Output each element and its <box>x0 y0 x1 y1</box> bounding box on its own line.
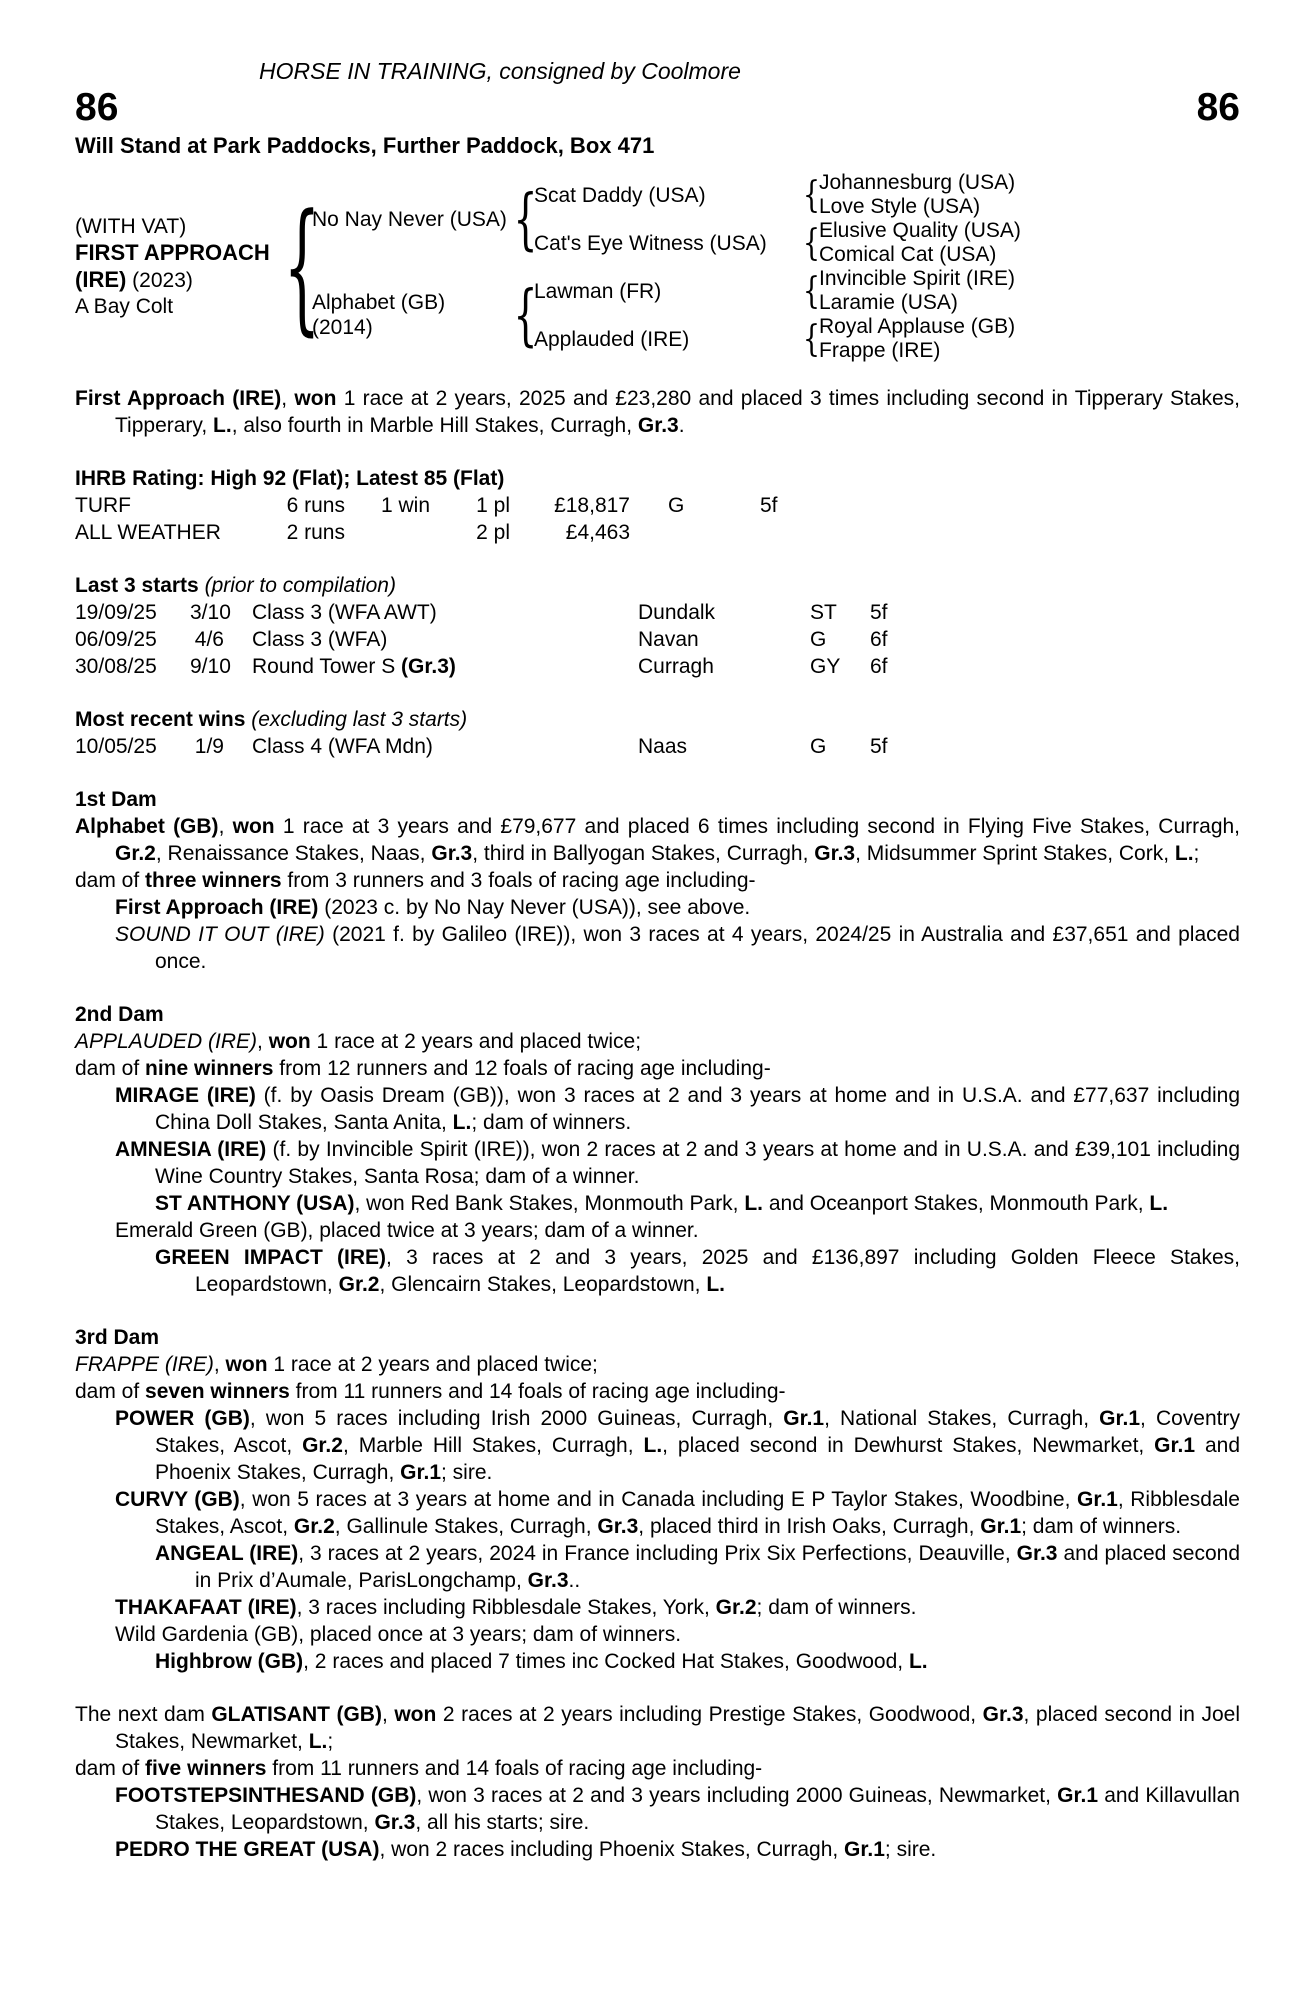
text-run: Gr.2 <box>293 1515 335 1538</box>
text-run: seven winners <box>145 1380 290 1403</box>
text-run: (f. by Oasis Dream (GB)), won 3 races at 2 and 3 years at home and in U.S.A. and £77,637 including China Doll Stakes, Santa Anita, <box>155 1084 1240 1134</box>
text-run: MIRAGE (IRE) <box>115 1084 256 1107</box>
start-date: 19/09/25 <box>75 601 157 624</box>
last-starts-heading-line <box>75 572 1240 599</box>
text-run: GLATISANT (GB) <box>211 1703 382 1726</box>
text-run: (f. by Invincible Spirit (IRE)), won 2 races at 2 and 3 years at home and in U.S.A. and £39,101 including Wine Country Stakes, Santa Rosa; dam of a winner. <box>155 1138 1241 1188</box>
sire-dam-name: Cat's Eye Witness (USA) <box>534 231 767 255</box>
finish-position: 4/6 <box>194 628 224 651</box>
ancestor-name: Johannesburg (USA) <box>819 171 1016 194</box>
text-run: First Approach (IRE) <box>115 896 319 919</box>
dam-sire-parents <box>819 267 1015 315</box>
last-starts-section <box>75 572 1240 680</box>
text-run: won <box>294 387 337 410</box>
text-run: ; dam of winners. <box>471 1111 632 1134</box>
text-run: Gr.1 <box>1154 1434 1196 1457</box>
text-run: Gr.3 <box>527 1569 569 1592</box>
earnings-value: £18,817 <box>554 494 630 517</box>
race-record-section <box>75 385 1240 439</box>
runs-value: 6 runs <box>286 494 345 517</box>
course-name: Dundalk <box>638 601 716 624</box>
third-dam-paragraph <box>75 1405 1240 1486</box>
text-run: Gr.3 <box>637 414 679 437</box>
text-run: Gr.3 <box>431 842 473 865</box>
rating-section <box>75 465 1240 546</box>
third-dam-heading: 3rd Dam <box>75 1326 160 1349</box>
text-run: , won 3 races at 2 and 3 years including 2000 Guineas, Newmarket, <box>416 1784 1058 1807</box>
distance-value: 5f <box>760 494 778 517</box>
going-value <box>630 519 730 546</box>
recent-wins-note: (excluding last 3 starts) <box>251 708 468 731</box>
runs-value: 2 runs <box>286 521 345 544</box>
text-run: , Renaissance Stakes, Naas, <box>155 842 432 865</box>
dam-sire-name: Lawman (FR) <box>534 279 662 303</box>
text-run: , 3 races at 2 years, 2024 in France including Prix Six Perfections, Deauville, <box>298 1542 1017 1565</box>
lot-number-left: 86 <box>75 86 119 129</box>
finish-position: 1/9 <box>194 735 224 758</box>
text-run: from 3 runners and 3 foals of racing age including- <box>281 869 756 892</box>
horse-foaling-year: (2023) <box>126 269 193 292</box>
text-run: , Gallinule Stakes, Curragh, <box>334 1515 598 1538</box>
start-row <box>75 626 1240 653</box>
rating-heading: IHRB Rating: High 92 (Flat); Latest 85 (Flat) <box>75 467 505 490</box>
pedigree-tree <box>75 171 1315 363</box>
pedigree-gen1-column <box>312 171 1021 363</box>
second-dam-section <box>75 1001 1240 1298</box>
text-run: APPLAUDED (IRE) <box>75 1030 258 1053</box>
text-run: from 12 runners and 12 foals of racing age including- <box>273 1057 771 1080</box>
pedigree-brace-dam-sire: { <box>802 270 821 312</box>
next-dam-paragraph <box>75 1836 1240 1863</box>
consignment-title: HORSE IN TRAINING, consigned by Coolmore <box>259 58 741 84</box>
text-run: ST ANTHONY (USA) <box>155 1192 355 1215</box>
first-dam-paragraph <box>75 894 1240 921</box>
second-dam-paragraph <box>75 1082 1240 1136</box>
dam-branch <box>312 267 1021 363</box>
dam-dam-branch <box>534 315 1015 363</box>
vat-note: (WITH VAT) <box>75 215 187 238</box>
race-distance: 6f <box>870 655 888 678</box>
last-starts-heading: Last 3 starts <box>75 574 199 597</box>
second-dam-paragraph <box>75 1217 1240 1244</box>
text-run: , National Stakes, Curragh, <box>824 1407 1100 1430</box>
ancestor-name: Love Style (USA) <box>819 195 981 218</box>
text-run: , Ribblesdale Stakes, Ascot, <box>155 1488 1240 1538</box>
horse-name: FIRST APPROACH (IRE) <box>75 240 270 292</box>
text-run: dam of <box>75 869 146 892</box>
third-dam-paragraph <box>75 1486 1240 1540</box>
text-run: , placed third in Irish Oaks, Curragh, <box>638 1515 981 1538</box>
places-value: 1 pl <box>476 494 510 517</box>
text-run: (2023 c. by No Nay Never (USA)), see above. <box>318 896 751 919</box>
text-run: Gr.2 <box>115 842 156 865</box>
text-run: from 11 runners and 14 foals of racing age including- <box>289 1380 786 1403</box>
lot-number-right: 86 <box>1196 86 1240 129</box>
text-run: Gr.3 <box>814 842 856 865</box>
text-run: (Gr.3) <box>401 655 456 678</box>
text-run: , <box>381 1703 395 1726</box>
text-run: and placed second in Prix d’Aumale, ParisLongchamp, <box>195 1542 1241 1592</box>
second-dam-paragraph <box>75 1190 1240 1217</box>
sire-dam-branch <box>534 219 1021 267</box>
text-run: Gr.2 <box>338 1273 380 1296</box>
earnings-value: £4,463 <box>565 521 630 544</box>
text-run: and Phoenix Stakes, Curragh, <box>155 1434 1241 1484</box>
race-name <box>238 599 638 626</box>
text-run: 1 race at 2 years and placed twice; <box>310 1030 642 1053</box>
race-name <box>238 626 638 653</box>
text-run: dam of <box>75 1380 146 1403</box>
text-run: from 11 runners and 14 foals of racing age including- <box>266 1757 763 1780</box>
text-run: Gr.1 <box>1099 1407 1141 1430</box>
recent-wins-heading: Most recent wins <box>75 708 246 731</box>
text-run: nine winners <box>145 1057 274 1080</box>
going-value: G <box>668 494 685 517</box>
second-dam-heading: 2nd Dam <box>75 1003 164 1026</box>
text-run: Gr.2 <box>302 1434 343 1457</box>
text-run: ; <box>327 1730 334 1753</box>
text-run: L. <box>308 1730 328 1753</box>
ancestor-name: Elusive Quality (USA) <box>819 219 1021 242</box>
sire-sire-branch <box>534 171 1021 219</box>
text-run: L. <box>213 414 232 437</box>
text-run: Round Tower S <box>252 655 402 678</box>
text-run: , Glencairn Stakes, Leopardstown, <box>379 1273 707 1296</box>
text-run: GREEN IMPACT (IRE) <box>155 1246 387 1269</box>
text-run: (2021 f. by Galileo (IRE)), won 3 races at 4 years, 2024/25 in Australia and £37,651 and placed once. <box>155 923 1240 973</box>
sire-name-cell <box>312 207 517 232</box>
race-distance: 5f <box>870 735 888 758</box>
text-run: , Coventry Stakes, Ascot, <box>155 1407 1240 1457</box>
dam-sire-branch <box>534 267 1015 315</box>
text-run: ; sire. <box>441 1461 493 1484</box>
wins-value: 1 win <box>380 494 430 517</box>
next-dam-paragraph <box>75 1701 1240 1755</box>
sire-parents-column <box>534 171 1021 267</box>
text-run: CURVY (GB) <box>115 1488 240 1511</box>
text-run: Class 3 (WFA) <box>252 628 388 651</box>
race-name <box>238 733 638 760</box>
horse-identity <box>75 214 292 320</box>
course-name: Naas <box>638 735 688 758</box>
text-run: , all his starts; sire. <box>415 1811 590 1834</box>
second-dam-paragraph <box>75 1244 1240 1298</box>
race-name <box>238 653 638 680</box>
second-dam-paragraph <box>75 1055 1240 1082</box>
rating-row-turf <box>75 492 1240 519</box>
text-run: , Midsummer Sprint Stakes, Cork, <box>855 842 1175 865</box>
pedigree-brace-gen1: { <box>283 182 321 350</box>
text-run: , placed second in Dewhurst Stakes, Newmarket, <box>662 1434 1155 1457</box>
recent-wins-heading-line <box>75 706 1240 733</box>
last-starts-note: (prior to compilation) <box>204 574 396 597</box>
text-run: and Oceanport Stakes, Monmouth Park, <box>763 1192 1150 1215</box>
text-run: , <box>257 1030 269 1053</box>
dam-dam-name: Applauded (IRE) <box>534 327 690 351</box>
pedigree-brace-sire-dam: { <box>802 222 821 264</box>
text-run: L. <box>1149 1192 1169 1215</box>
text-run: Gr.3 <box>597 1515 639 1538</box>
text-run: Gr.3 <box>982 1703 1024 1726</box>
second-dam-paragraphs <box>75 1028 1240 1298</box>
wins-value <box>345 519 430 546</box>
text-run: , also fourth in Marble Hill Stakes, Curragh, <box>231 414 638 437</box>
text-run: , 2 races and placed 7 times inc Cocked Hat Stakes, Goodwood, <box>303 1650 909 1673</box>
text-run: SOUND IT OUT (IRE) <box>115 923 325 946</box>
pedigree-brace-dam: { <box>513 275 538 353</box>
text-run: won <box>394 1703 437 1726</box>
dam-dam-parents <box>819 315 1015 363</box>
third-dam-paragraph <box>75 1648 1240 1675</box>
sire-sire-name: Scat Daddy (USA) <box>534 183 706 207</box>
text-run: , <box>281 387 295 410</box>
text-run: Class 4 (WFA Mdn) <box>252 735 433 758</box>
sire-name: No Nay Never (USA) <box>312 207 507 231</box>
dam-year: (2014) <box>312 316 373 339</box>
horse-description: A Bay Colt <box>75 295 174 318</box>
text-run: won <box>268 1030 311 1053</box>
start-row <box>75 599 1240 626</box>
text-run: L. <box>706 1273 725 1296</box>
dam-name: Alphabet (GB) <box>312 291 446 314</box>
start-date: 10/05/25 <box>75 735 157 758</box>
text-run: FOOTSTEPSINTHESAND (GB) <box>115 1784 417 1807</box>
sire-dam-parents <box>819 219 1021 267</box>
text-run: THAKAFAAT (IRE) <box>115 1596 297 1619</box>
sire-branch <box>312 171 1021 267</box>
text-run: . <box>678 414 685 437</box>
course-name: Curragh <box>638 655 714 678</box>
text-run: The next dam <box>75 1703 212 1726</box>
next-dam-paragraph <box>75 1755 1240 1782</box>
text-run: L. <box>908 1650 928 1673</box>
first-dam-section <box>75 786 1240 975</box>
next-dam-paragraph <box>75 1782 1240 1836</box>
text-run: , Marble Hill Stakes, Curragh, <box>342 1434 644 1457</box>
text-run: 1 race at 2 years and placed twice; <box>267 1353 598 1376</box>
third-dam-paragraphs <box>75 1351 1240 1675</box>
win-row <box>75 733 1240 760</box>
first-dam-paragraph <box>75 813 1240 867</box>
ancestor-name: Invincible Spirit (IRE) <box>819 267 1016 290</box>
text-run: ANGEAL (IRE) <box>155 1542 299 1565</box>
third-dam-paragraph <box>75 1351 1240 1378</box>
next-dam-section <box>75 1701 1240 1863</box>
text-run: L. <box>744 1192 764 1215</box>
text-run: dam of <box>75 1757 146 1780</box>
start-date: 30/08/25 <box>75 655 157 678</box>
text-run: FRAPPE (IRE) <box>75 1353 214 1376</box>
third-dam-paragraph <box>75 1621 1240 1648</box>
going-code: G <box>810 735 827 758</box>
lot-number-row <box>75 88 1240 128</box>
text-run: Wild Gardenia (GB), placed once at 3 years; dam of winners. <box>115 1623 682 1646</box>
third-dam-paragraph <box>75 1594 1240 1621</box>
text-run: won <box>225 1353 268 1376</box>
text-run: ; <box>1193 842 1200 865</box>
text-run: ; sire. <box>884 1838 937 1861</box>
text-run: , third in Ballyogan Stakes, Curragh, <box>472 842 815 865</box>
distance-value <box>730 519 1240 546</box>
text-run: 1 race at 2 years, 2025 and £23,280 and placed 3 times including second in Tipperary Stakes, Tipperary, <box>115 387 1241 437</box>
text-run: , won Red Bank Stakes, Monmouth Park, <box>354 1192 745 1215</box>
dam-parents-column <box>534 267 1015 363</box>
text-run: Emerald Green (GB), placed twice at 3 years; dam of a winner. <box>115 1219 699 1242</box>
race-distance: 5f <box>870 601 888 624</box>
surface-label: ALL WEATHER <box>75 521 221 544</box>
text-run: and Killavullan Stakes, Leopardstown, <box>155 1784 1240 1834</box>
third-dam-section <box>75 1324 1240 1675</box>
first-dam-paragraphs <box>75 813 1240 975</box>
start-row <box>75 653 1240 680</box>
rating-row-all-weather <box>75 519 1240 546</box>
text-run: POWER (GB) <box>115 1407 250 1430</box>
text-run: three winners <box>145 869 282 892</box>
stand-location: Will Stand at Park Paddocks, Further Paddock, Box 471 <box>75 133 655 158</box>
ancestor-name: Laramie (USA) <box>819 291 958 314</box>
text-run: Class 3 (WFA AWT) <box>252 601 437 624</box>
text-run: Highbrow (GB) <box>155 1650 304 1673</box>
pedigree-brace-sire-sire: { <box>802 174 821 216</box>
places-value: 2 pl <box>476 521 510 544</box>
text-run: Gr.1 <box>980 1515 1022 1538</box>
text-run: Gr.3 <box>374 1811 416 1834</box>
second-dam-paragraph <box>75 1028 1240 1055</box>
surface-label: TURF <box>75 494 131 517</box>
course-name: Navan <box>638 628 699 651</box>
ancestor-name: Frappe (IRE) <box>819 339 941 362</box>
text-run: AMNESIA (IRE) <box>115 1138 267 1161</box>
text-run: Gr.1 <box>400 1461 442 1484</box>
text-run: ; dam of winners. <box>756 1596 917 1619</box>
race-distance: 6f <box>870 628 888 651</box>
going-code: ST <box>810 601 837 624</box>
third-dam-paragraph <box>75 1378 1240 1405</box>
going-code: GY <box>810 655 841 678</box>
ancestor-name: Comical Cat (USA) <box>819 243 997 266</box>
sire-sire-parents <box>819 171 1015 219</box>
second-dam-paragraph <box>75 1136 1240 1190</box>
race-record-paragraph <box>75 385 1240 439</box>
text-run: 1 race at 3 years and £79,677 and placed 6 times including second in Flying Five Stakes, Curragh, <box>274 815 1241 838</box>
text-run: , 3 races including Ribblesdale Stakes, York, <box>296 1596 716 1619</box>
text-run: , won 5 races including Irish 2000 Guineas, Curragh, <box>249 1407 784 1430</box>
text-run: First Approach (IRE) <box>75 387 282 410</box>
running-head <box>0 0 1000 84</box>
pedigree-brace-sire: { <box>513 179 538 257</box>
text-run: ; dam of winners. <box>1021 1515 1182 1538</box>
text-run: dam of <box>75 1057 146 1080</box>
text-run: L. <box>452 1111 472 1134</box>
text-run: .. <box>568 1569 581 1592</box>
text-run: won <box>232 815 275 838</box>
text-run: Gr.1 <box>1076 1488 1118 1511</box>
pedigree-brace-dam-dam: { <box>802 318 821 360</box>
text-run: , won 5 races at 3 years at home and in Canada including E P Taylor Stakes, Woodbine, <box>239 1488 1077 1511</box>
text-run: L. <box>1174 842 1194 865</box>
third-dam-paragraph <box>75 1540 1240 1594</box>
ancestor-name: Royal Applause (GB) <box>819 315 1016 338</box>
text-run: , <box>218 815 233 838</box>
text-run: , 3 races at 2 and 3 years, 2025 and £136,897 including Golden Fleece Stakes, Leopardstown, <box>195 1246 1240 1296</box>
text-run: five winners <box>145 1757 267 1780</box>
recent-wins-section <box>75 706 1240 760</box>
dam-name-cell <box>312 290 517 340</box>
text-run: , won 2 races including Phoenix Stakes, Curragh, <box>379 1838 845 1861</box>
text-run: Gr.3 <box>1016 1542 1058 1565</box>
finish-position: 9/10 <box>190 655 231 678</box>
text-run: Gr.1 <box>844 1838 885 1861</box>
first-dam-paragraph <box>75 867 1240 894</box>
text-run: PEDRO THE GREAT (USA) <box>115 1838 380 1861</box>
finish-position: 3/10 <box>190 601 231 624</box>
text-run: Gr.2 <box>715 1596 757 1619</box>
text-run: Gr.1 <box>783 1407 825 1430</box>
text-run: Gr.1 <box>1057 1784 1099 1807</box>
text-run: , <box>213 1353 226 1376</box>
first-dam-paragraph <box>75 921 1240 975</box>
text-run: , placed second in Joel Stakes, Newmarket, <box>115 1703 1240 1753</box>
text-run: 2 races at 2 years including Prestige Stakes, Goodwood, <box>436 1703 983 1726</box>
start-date: 06/09/25 <box>75 628 157 651</box>
text-run: L. <box>643 1434 663 1457</box>
going-code: G <box>810 628 827 651</box>
horse-name-line <box>75 240 292 294</box>
text-run: Alphabet (GB) <box>75 815 219 838</box>
first-dam-heading: 1st Dam <box>75 788 157 811</box>
